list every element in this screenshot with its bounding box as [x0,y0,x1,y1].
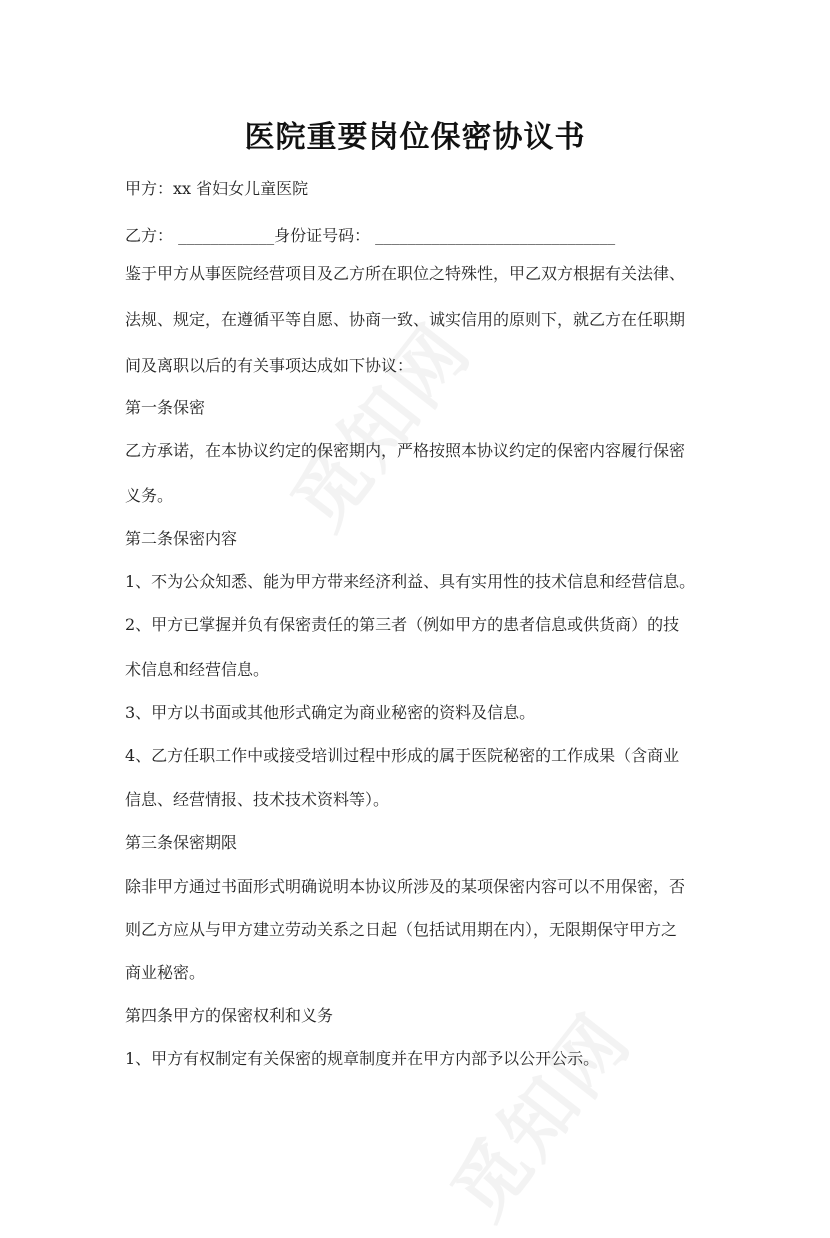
paragraph-line: 1、甲方有权制定有关保密的规章制度并在甲方内部予以公开公示。 [125,1049,600,1068]
paragraph-line: 除非甲方通过书面形式明确说明本协议所涉及的某项保密内容可以不用保密，否 [125,877,686,896]
party-b-line: 乙方： ____________身份证号码： ______________________________ [125,226,616,245]
paragraph-line: 法规、规定，在遵循平等自愿、协商一致、诚实信用的原则下，就乙方在任职期 [125,310,686,329]
paragraph-line: 鉴于甲方从事医院经营项目及乙方所在职位之特殊性，甲乙双方根据有关法律、 [125,264,686,283]
section-heading: 第一条保密 [125,398,206,417]
paragraph-line: 术信息和经营信息。 [125,660,270,679]
paragraph-line: 义务。 [125,486,174,505]
paragraph-line: 1、不为公众知悉、能为甲方带来经济利益、具有实用性的技术信息和经营信息。 [125,572,696,591]
watermark [263,298,491,548]
paragraph-line: 商业秘密。 [125,963,206,982]
section-heading: 第三条保密期限 [125,833,238,852]
paragraph-line: 乙方承诺，在本协议约定的保密期内，严格按照本协议约定的保密内容履行保密 [125,441,686,460]
paragraph-line: 信息、经营情报、技术技术资料等）。 [125,790,390,809]
paragraph-line: 则乙方应从与甲方建立劳动关系之日起（包括试用期在内），无限期保守甲方之 [125,920,678,939]
section-heading: 第二条保密内容 [125,529,238,548]
paragraph-line: 间及离职以后的有关事项达成如下协议： [125,356,414,375]
paragraph-line: 2、甲方已掌握并负有保密责任的第三者（例如甲方的患者信息或供货商）的技 [125,615,680,634]
paragraph-line: 3、甲方以书面或其他形式确定为商业秘密的资料及信息。 [125,703,536,722]
section-heading: 第四条甲方的保密权利和义务 [125,1006,334,1025]
party-a-line: 甲方：xx 省妇女儿童医院 [125,179,309,198]
page-title: 医院重要岗位保密协议书 [244,120,586,155]
paragraph-line: 4、乙方任职工作中或接受培训过程中形成的属于医院秘密的工作成果（含商业 [125,746,680,765]
